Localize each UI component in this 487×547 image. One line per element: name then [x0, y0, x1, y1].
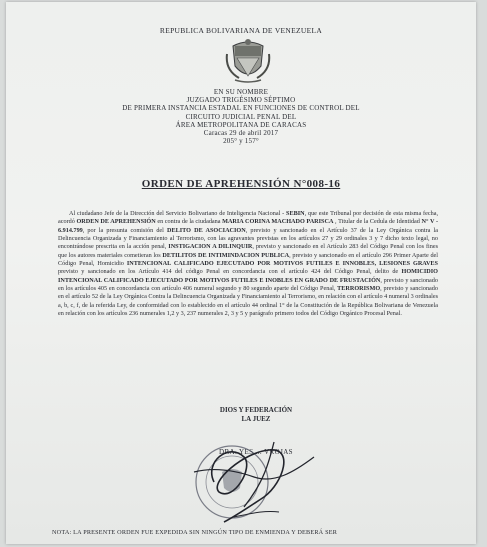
header-line: ÁREA METROPOLITANA DE CARACAS: [175, 120, 307, 129]
header-date: Caracas 29 de abril 2017: [203, 129, 279, 138]
closing-text: DIOS Y FEDERACIÓN: [219, 406, 293, 414]
body-bold: INTENCIONAL CALIFICADO EJECUTADO POR MOTIVOS FUTILES E INNOBLES, LESIONES GRAVES: [126, 260, 438, 268]
court-header: [6, 88, 476, 145]
header-line: DE PRIMERA INSTANCIA ESTADAL EN FUNCIONES DE CONTROL DEL: [122, 104, 360, 113]
header-line: EN SU NOMBRE: [213, 88, 269, 96]
body-text: Al ciudadano Jefe de la Dirección del Servicio Bolivariano de Inteligencia Nacional -: [69, 210, 287, 217]
document-title: ORDEN DE APREHENSIÓN N°008-16: [141, 178, 341, 190]
body-text: , previsto y sancionado en el artículo 296 Primer Aparte del Código Penal, Homicidio: [58, 251, 438, 268]
body-bold: INSTIGACION A DILINQUIR: [168, 243, 253, 251]
body-text: , que este Tribunal por decisión de esta misma fecha, acordó: [58, 210, 438, 226]
body-bold: SEBIN: [286, 210, 305, 217]
judge-role: LA JUEZ: [241, 415, 271, 423]
document-body: [58, 210, 438, 318]
body-text: , previsto y sancionado en el Artículo 37 de la Ley Orgánica contra la Delincuencia Organizada y Financiamiento al Terrorismo, con las agravantes previstas en los artículos 27 y 29 ordinales 3 y 7 dicho texto legal, no encontrándose prescrita en la acción penal,: [58, 226, 439, 251]
header-ref: 205° y 157°: [223, 137, 259, 146]
document-page: [6, 2, 476, 544]
coat-of-arms-icon: [225, 36, 271, 84]
body-text: , previsto y sancionado en los artículos 405 en concordancia con artículo 406 numeral segundo y 80 segundo aparte del Código Penal,: [58, 276, 438, 293]
body-bold: TERRORISMO: [337, 285, 381, 293]
header-line: CIRCUITO JUDICIAL PENAL DEL: [185, 112, 297, 121]
body-text: , previsto y sancionado en el Artículo 283 del Código Penal con los fines que los autores materiales cometieran los: [58, 243, 438, 259]
body-bold: HOMICIDIO INTENCIONAL CALIFICADO EJECUTADO POR MOTIVOS FUTILES E INOBLES EN GRADO DE FRUSTACIÓN: [58, 268, 438, 284]
body-bold: N° V - 6.914.799: [58, 218, 439, 234]
body-bold: DELITO DE ASOCIACION: [167, 226, 246, 234]
body-text: en contra de la ciudadana: [155, 218, 223, 226]
body-text: previsto y sancionado en los Artículo 414 del código Penal en concordancia con el artículo 424 del Código Penal, delito de: [58, 268, 402, 276]
body-text: , Titular de la Cedula de Identidad: [333, 218, 422, 226]
judge-name: DRA. YES ... VROJAS: [219, 448, 293, 456]
handwritten-signature-icon: [174, 422, 334, 532]
header-line: JUZGADO TRIGÉSIMO SÉPTIMO: [186, 96, 296, 105]
footer-note: NOTA: LA PRESENTE ORDEN FUE EXPEDIDA SIN NINGÚN TIPO DE ENMIENDA Y DEBERÁ SER: [52, 529, 338, 536]
body-bold: DETILITOS DE INTIMINDACION PUBLICA: [162, 251, 290, 259]
republic-heading: REPUBLICA BOLIVARIANA DE VENEZUELA: [159, 26, 323, 35]
body-text: , por la presunta comisión del: [82, 226, 168, 234]
body-text: , previsto y sancionado en el artículo 52 de la Ley Orgánica Contra la Delincuencia Organizada y Financiamiento al Terrorismo, en relación con el artículo 4 numeral 3 ordinales a, b, c, f, de la referida Ley, de conformidad con lo establecido en el artículo 44 ordinal 1° de la Constitución de la República Bolivariana de Venezuela en relación con los artículos 236 numerales 1,2 y 3, 237 numerales 2, 3 y 5 y parágrafo primero todos del Código Orgánico Procesal Penal.: [58, 285, 438, 318]
body-bold: ORDEN DE APREHENSIÓN: [76, 218, 156, 226]
body-bold: MARIA CORINA MACHADO PARISCA: [222, 218, 334, 226]
